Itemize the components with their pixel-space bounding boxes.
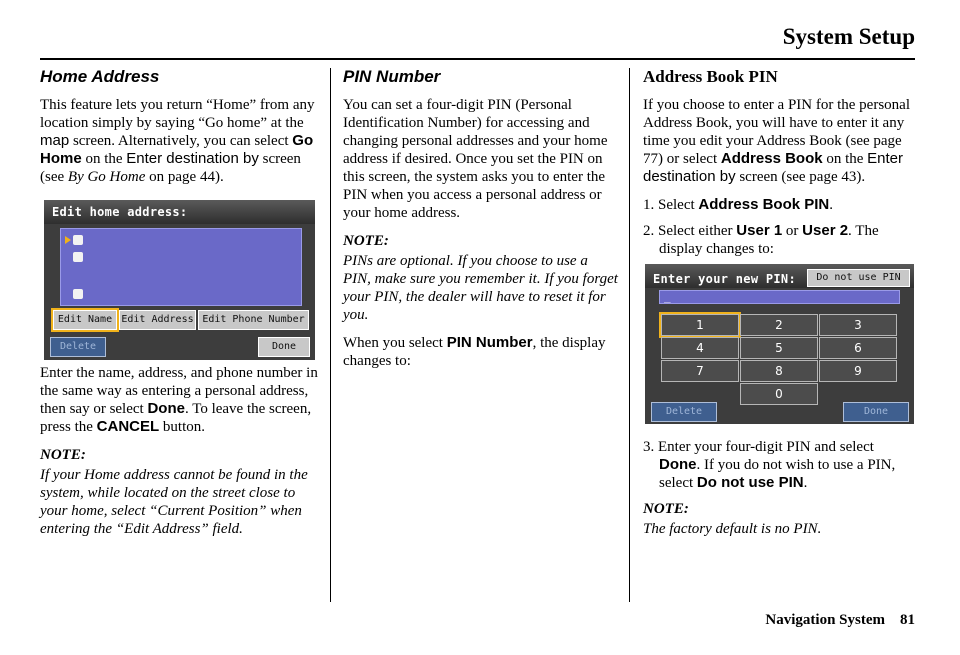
edit-phone-number-button[interactable]: Edit Phone Number — [198, 310, 309, 330]
footer-label: Navigation System — [765, 612, 885, 628]
done-button[interactable]: Done — [258, 337, 310, 357]
middle-column — [343, 68, 618, 380]
edit-home-address-screen — [44, 200, 315, 360]
address-panel — [60, 228, 302, 306]
page-number: 81 — [900, 612, 915, 628]
steps-list-cont — [643, 438, 918, 492]
note-label: NOTE: — [40, 447, 86, 463]
home-address-para2: Enter the name, address, and phone number in the same way as entering a personal address, then say or select Done. To leave the screen, press the CANCEL button. — [40, 365, 318, 435]
key-5[interactable]: 5 — [740, 337, 818, 359]
edit-name-button[interactable]: Edit Name — [53, 310, 117, 330]
screen-title: Enter your new PIN: — [653, 272, 796, 286]
address-book-pin-para1: If you choose to enter a PIN for the personal Address Book, you will have to enter it any time you edit your Address Book (see page 77) or select Address Book on the Enter destination by screen (see page 43). — [643, 97, 910, 185]
key-2[interactable]: 2 — [740, 314, 818, 336]
key-7[interactable]: 7 — [661, 360, 739, 382]
section-heading-pin-number: PIN Number — [343, 67, 441, 86]
phone-icon — [73, 289, 83, 299]
key-6[interactable]: 6 — [819, 337, 897, 359]
header-rule — [40, 58, 915, 60]
section-heading-address-book-pin: Address Book PIN — [643, 67, 778, 86]
done-button[interactable]: Done — [843, 402, 909, 422]
section-heading-home-address: Home Address — [40, 67, 160, 86]
page-header-title: System Setup — [782, 24, 915, 49]
address-book-pin-note: The factory default is no PIN. — [643, 521, 822, 537]
key-0[interactable]: 0 — [740, 383, 818, 405]
person-icon — [73, 235, 83, 245]
pin-number-note: PINs are optional. If you choose to use a PIN, make sure you remember it. If you forget your PIN, the dealer will have to reset it for you. — [343, 253, 618, 323]
steps-list — [643, 196, 918, 258]
pin-input-field[interactable]: _ — [659, 290, 900, 304]
key-3[interactable]: 3 — [819, 314, 897, 336]
step-1: 1. Select Address Book PIN. — [643, 196, 834, 213]
do-not-use-pin-button[interactable]: Do not use PIN — [807, 269, 910, 287]
enter-pin-screen — [645, 264, 914, 424]
home-address-note: If your Home address cannot be found in the system, while located on the street close to your home, select “Current Position” when entering the “Edit Address” field. — [40, 467, 308, 537]
home-address-intro: This feature lets you return “Home” from any location simply by saying “Go home” at the map screen. Alternatively, you can select Go Home on the Enter destination by screen (see By Go Home on page 44). — [40, 97, 315, 185]
key-8[interactable]: 8 — [740, 360, 818, 382]
key-4[interactable]: 4 — [661, 337, 739, 359]
pin-number-para1: You can set a four-digit PIN (Personal Identification Number) for accessing and changing personal addresses and your home address if desired. Once you set the PIN on this screen, the system asks you to enter the PIN when you access a personal address or your home address. — [343, 97, 608, 221]
pointer-arrow-icon — [65, 236, 71, 244]
column-divider-1 — [330, 68, 331, 602]
edit-address-button[interactable]: Edit Address — [119, 310, 196, 330]
page-footer — [765, 612, 915, 629]
note-label: NOTE: — [343, 233, 389, 249]
delete-button[interactable]: Delete — [50, 337, 106, 357]
screen-title: Edit home address: — [52, 205, 188, 219]
step-2: 2. Select either User 1 or User 2. The display changes to: — [643, 222, 879, 257]
note-label: NOTE: — [643, 501, 689, 517]
delete-button[interactable]: Delete — [651, 402, 717, 422]
key-1[interactable]: 1 — [661, 314, 739, 336]
pin-number-para2: When you select PIN Number, the display changes to: — [343, 334, 606, 369]
key-9[interactable]: 9 — [819, 360, 897, 382]
step-3: 3. Enter your four-digit PIN and select Done. If you do not wish to use a PIN, select Do not use PIN. — [643, 439, 896, 491]
column-divider-2 — [629, 68, 630, 602]
home-icon — [73, 252, 83, 262]
